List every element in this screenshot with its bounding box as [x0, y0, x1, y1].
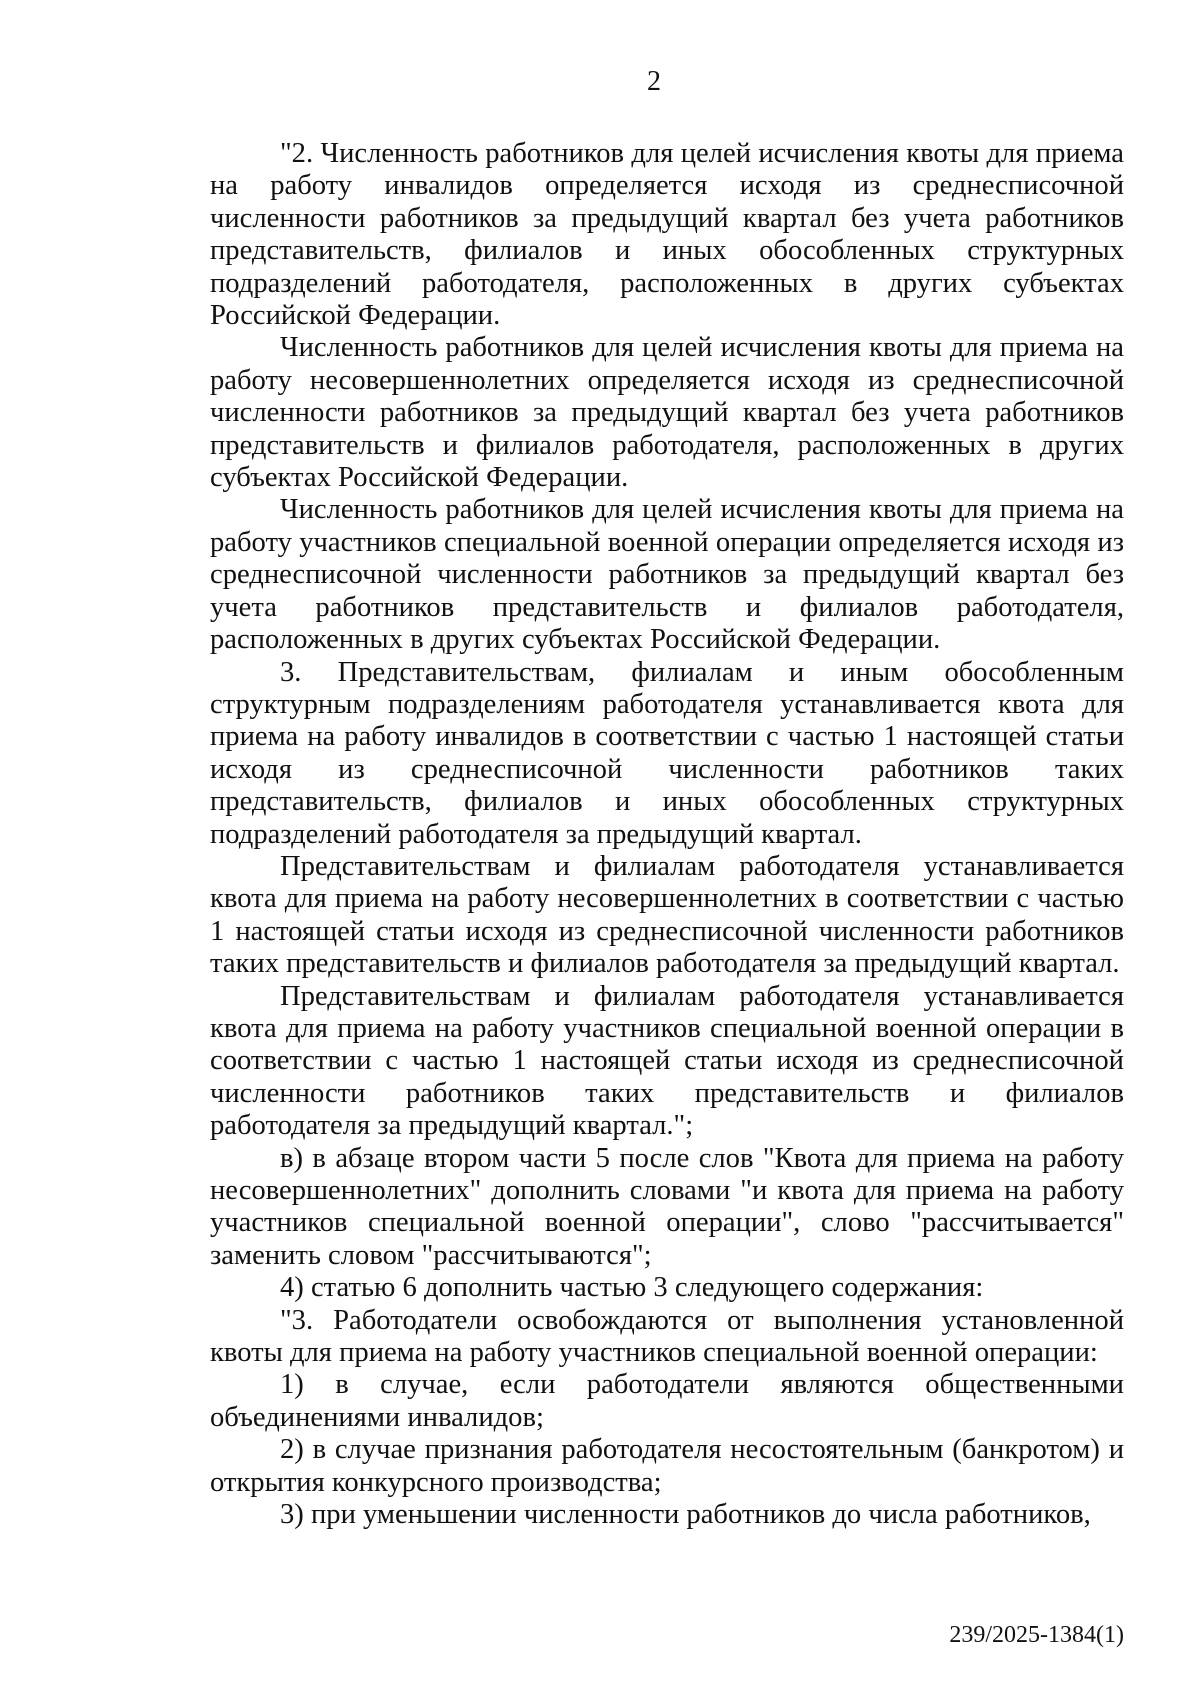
paragraph-exemption-3: 3) при уменьшении численности работников до числа работников,	[280, 1499, 1091, 1531]
paragraph-svo-quota-count: Численность работников для целей исчисления квоты для приема на работу участников специальной военной операции определяется исходя из среднесписочной численности работников за предыдущий квартал без учета работников представительств и филиалов работодателя, расположенных в других субъектах Российской Федерации.	[210, 494, 1124, 656]
page-number: 2	[647, 66, 661, 97]
paragraph-exemption-2: 2) в случае признания работодателя несостоятельным (банкротом) и открытия конкурсного производства;	[210, 1434, 1124, 1498]
paragraph-part-3-exemption: "3. Работодатели освобождаются от выполнения установленной квоты для приема на работу участников специальной военной операции:	[210, 1304, 1124, 1369]
paragraph-part-2-disabled-quota: "2. Численность работников для целей исчисления квоты для приема на работу инвалидов определяется исходя из среднесписочной численности работников за предыдущий квартал без учета работников представительств, филиалов и иных обособленных структурных подразделений работодателя, расположенных в других субъектах Российской Федерации.	[210, 138, 1124, 332]
paragraph-minors-quota-count: Численность работников для целей исчисления квоты для приема на работу несовершеннолетних определяется исходя из среднесписочной численности работников за предыдущий квартал без учета работников представительств и филиалов работодателя, расположенных в других субъектах Российской Федерации.	[210, 332, 1124, 494]
paragraph-item-4: 4) статью 6 дополнить частью 3 следующего содержания:	[280, 1272, 984, 1304]
paragraph-exemption-1: 1) в случае, если работодатели являются общественными объединениями инвалидов;	[210, 1369, 1124, 1433]
document-code: 239/2025-1384(1)	[949, 1622, 1124, 1648]
document-body	[210, 138, 1124, 1531]
paragraph-part-3-branches-disabled: 3. Представительствам, филиалам и иным обособленным структурным подразделениям работодателя устанавливается квота для приема на работу инвалидов в соответствии с частью 1 настоящей статьи исходя из среднесписочной численности работников таких представительств, филиалов и иных обособленных структурных подразделений работодателя за предыдущий квартал.	[210, 656, 1124, 850]
paragraph-branches-minors: Представительствам и филиалам работодателя устанавливается квота для приема на работу несовершеннолетних в соответствии с частью 1 настоящей статьи исходя из среднесписочной численности работников таких представительств и филиалов работодателя за предыдущий квартал.	[210, 850, 1124, 980]
paragraph-branches-svo: Представительствам и филиалам работодателя устанавливается квота для приема на работу участников специальной военной операции в соответствии с частью 1 настоящей статьи исходя из среднесписочной численности работников таких представительств и филиалов работодателя за предыдущий квартал.";	[210, 980, 1124, 1142]
paragraph-item-v: в) в абзаце втором части 5 после слов "Квота для приема на работу несовершеннолетних" дополнить словами "и квота для приема на работу участников специальной военной операции", слово "рассчитывается" заменить словом "рассчитываются";	[210, 1142, 1124, 1271]
